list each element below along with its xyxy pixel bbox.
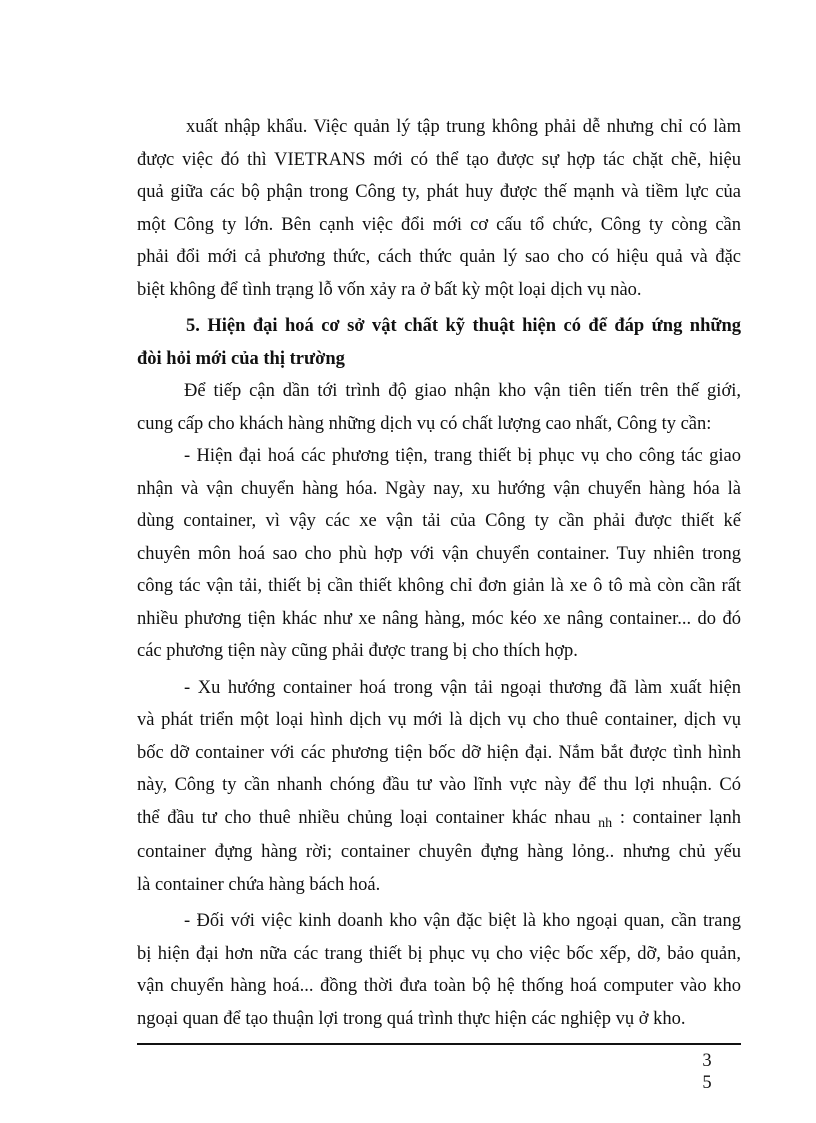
text-line: công tác vận tải, thiết bị cần thiết không chỉ đơn giản là xe ô tô mà còn cần rất: [137, 576, 741, 596]
text-line: - Hiện đại hoá các phương tiện, trang thiết bị phục vụ cho công tác giao: [184, 446, 741, 466]
text-line: nhiều phương tiện khác như xe nâng hàng, móc kéo xe nâng container... do đó: [137, 608, 741, 629]
intro-paragraph: [137, 375, 741, 440]
text-line: được việc đó thì VIETRANS mới có thể tạo được sự hợp tác chặt chẽ, hiệu: [137, 149, 741, 170]
text-segment: thể đầu tư cho thuê nhiều chủng loại container khác nhau: [137, 807, 591, 828]
page-number-digit: 3: [702, 1051, 712, 1071]
text-line: cung cấp cho khách hàng những dịch vụ có chất lượng cao nhất, Công ty cần:: [137, 413, 712, 434]
text-line: dùng container, vì vậy các xe vận tải của Công ty cần phải được thiết kế: [137, 511, 741, 531]
stray-subscript-text: nh: [598, 815, 613, 831]
text-line: [137, 802, 741, 837]
text-line: chuyên môn hoá sao cho phù hợp với vận chuyển container. Tuy nhiên trong: [137, 543, 741, 564]
text-line: các phương tiện này cũng phải được trang bị cho thích hợp.: [137, 641, 578, 661]
text-line: Để tiếp cận dần tới trình độ giao nhận kho vận tiên tiến trên thế giới,: [184, 381, 741, 401]
text-line: một Công ty lớn. Bên cạnh việc đổi mới cơ cấu tổ chức, Công ty còng cần: [137, 214, 741, 235]
text-line: này, Công ty cần nhanh chóng đầu tư vào lĩnh vực này để thu lợi nhuận. Có: [137, 775, 741, 795]
text-line: bốc dỡ container với các phương tiện bốc dỡ hiện đại. Nắm bắt được tình hình: [137, 742, 741, 763]
bullet-paragraph-3: [137, 905, 741, 1035]
text-line: quả giữa các bộ phận trong Công ty, phát huy được thế mạnh và tiềm lực của: [137, 182, 741, 202]
body-text: [137, 111, 741, 1035]
text-line: xuất nhập khẩu. Việc quản lý tập trung không phải dễ nhưng chỉ có làm: [186, 117, 741, 137]
text-line: vận chuyển hàng hoá... đồng thời đưa toàn bộ hệ thống hoá computer vào kho: [137, 976, 741, 996]
section-heading: [137, 310, 741, 375]
text-line: và phát triển một loại hình dịch vụ mới là dịch vụ cho thuê container, dịch vụ: [137, 710, 741, 730]
text-line: container đựng hàng rời; container chuyên đựng hàng lỏng.. nhưng chủ yếu: [137, 842, 741, 862]
heading-line: đòi hỏi mới của thị trường: [137, 348, 345, 369]
text-segment: : container lạnh: [619, 807, 741, 828]
text-line: phải đổi mới cả phương thức, cách thức quản lý sao cho có hiệu quả và đặc: [137, 247, 741, 267]
paragraph-continuation: [137, 111, 741, 306]
text-line: là container chứa hàng bách hoá.: [137, 874, 381, 895]
heading-line: 5. Hiện đại hoá cơ sở vật chất kỹ thuật hiện có để đáp ứng những: [186, 316, 741, 336]
text-line: ngoại quan để tạo thuận lợi trong quá trình thực hiện các nghiệp vụ ở kho.: [137, 1008, 686, 1029]
text-line: biệt không để tình trạng lỗ vốn xảy ra ở bất kỳ một loại dịch vụ nào.: [137, 279, 642, 300]
bullet-paragraph-2: [137, 672, 741, 902]
page-number-digit: 5: [702, 1073, 712, 1093]
text-line: bị hiện đại hơn nữa các trang thiết bị phục vụ cho việc bốc xếp, dỡ, bảo quản,: [137, 943, 741, 964]
footer-rule: [137, 1043, 741, 1045]
text-line: nhận và vận chuyển hàng hóa. Ngày nay, xu hướng vận chuyển hàng hóa là: [137, 478, 741, 499]
text-line: - Xu hướng container hoá trong vận tải ngoại thương đã làm xuất hiện: [184, 677, 741, 698]
bullet-paragraph-1: [137, 440, 741, 668]
page-number: [699, 1050, 715, 1094]
text-line: - Đối với việc kinh doanh kho vận đặc biệt là kho ngoại quan, cần trang: [184, 911, 741, 931]
